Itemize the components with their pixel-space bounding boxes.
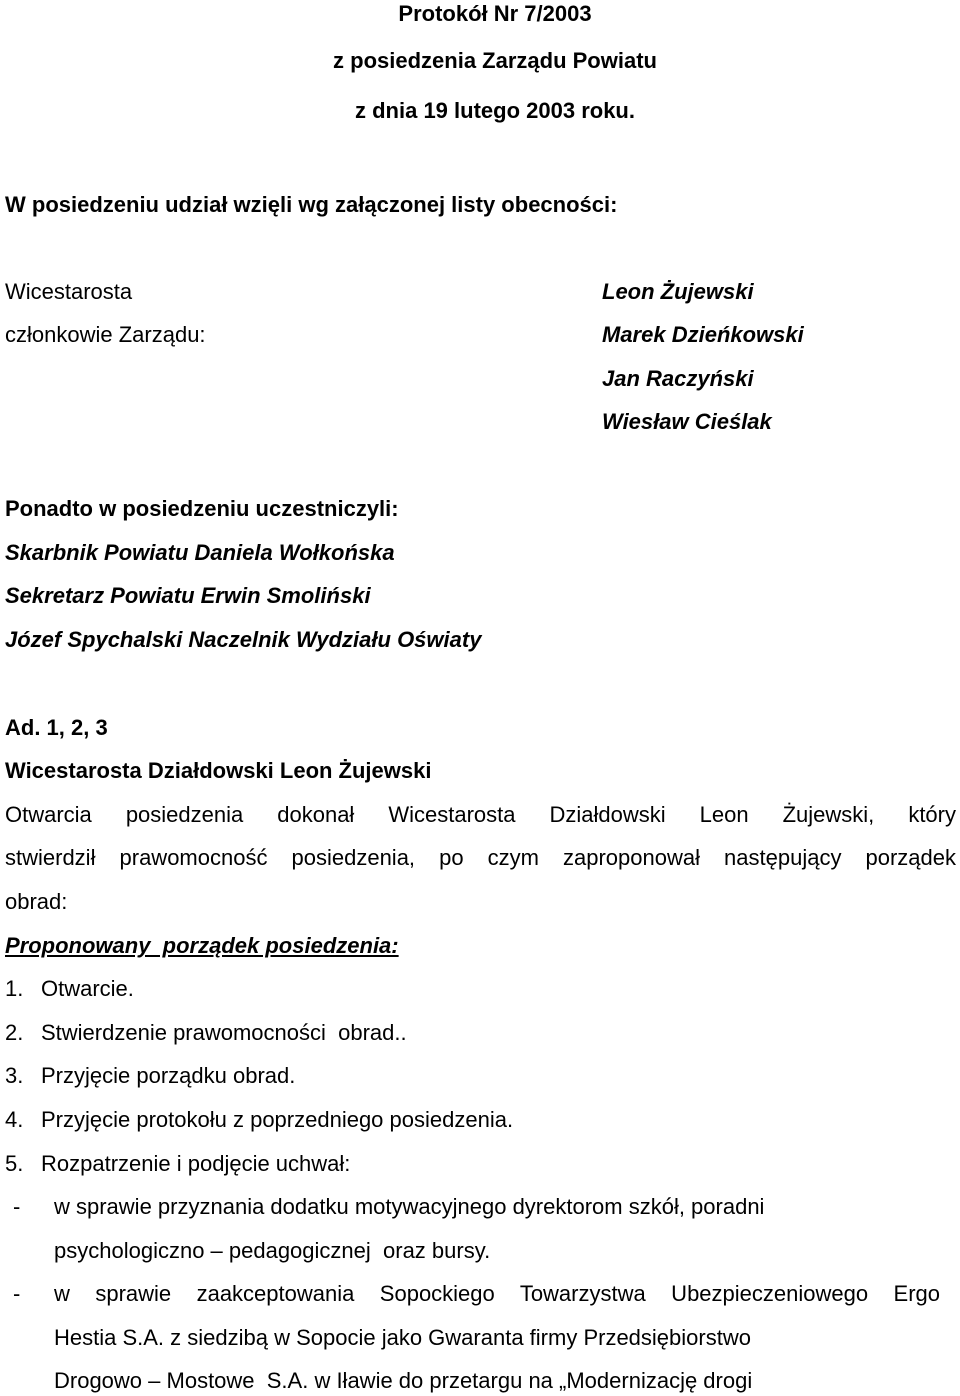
paragraph-line: stwierdził prawomocność posiedzenia, po czym zaproponował następujący porządek — [5, 845, 956, 870]
agenda-number: 1. — [5, 976, 24, 1001]
agenda-number: 3. — [5, 1063, 24, 1088]
agenda-number: 2. — [5, 1020, 24, 1045]
protocol-subtitle: z posiedzenia Zarządu Powiatu — [333, 48, 657, 73]
agenda-item: Otwarcie. — [41, 976, 134, 1001]
bullet-line: Hestia S.A. z siedzibą w Sopocie jako Gwaranta firmy Przedsiębiorstwo — [54, 1325, 751, 1350]
attendance-intro: W posiedzeniu udział wzięli wg załączonej listy obecności: — [5, 192, 618, 217]
other-participant: Józef Spychalski Naczelnik Wydziału Oświaty — [5, 627, 482, 652]
agenda-item: Stwierdzenie prawomocności obrad.. — [41, 1020, 407, 1045]
paragraph-line: Otwarcia posiedzenia dokonał Wicestarosta Działdowski Leon Żujewski, który — [5, 802, 956, 827]
agenda-number: 5. — [5, 1151, 24, 1176]
agenda-item: Rozpatrzenie i podjęcie uchwał: — [41, 1151, 351, 1176]
section-speaker: Wicestarosta Działdowski Leon Żujewski — [5, 758, 432, 783]
attendee-name: Jan Raczyński — [602, 366, 754, 391]
attendee-name: Marek Dzieńkowski — [602, 322, 804, 347]
section-heading: Ad. 1, 2, 3 — [5, 715, 108, 740]
bullet-dash: - — [13, 1281, 21, 1306]
bullet-line: Drogowo – Mostowe S.A. w Iławie do przetargu na „Modernizację drogi — [54, 1368, 753, 1393]
others-intro: Ponadto w posiedzeniu uczestniczyli: — [5, 496, 399, 521]
other-participant: Sekretarz Powiatu Erwin Smoliński — [5, 583, 371, 608]
role-vice-starost: Wicestarosta — [5, 279, 133, 304]
agenda-number: 4. — [5, 1107, 24, 1132]
other-participant: Skarbnik Powiatu Daniela Wołkońska — [5, 540, 395, 565]
bullet-line: psychologiczno – pedagogicznej oraz bursy. — [54, 1238, 491, 1263]
bullet-dash: - — [13, 1194, 21, 1219]
protocol-title: Protokół Nr 7/2003 — [398, 1, 592, 26]
agenda-item: Przyjęcie protokołu z poprzedniego posiedzenia. — [41, 1107, 514, 1132]
attendee-name: Leon Żujewski — [602, 279, 754, 304]
bullet-line: w sprawie zaakceptowania Sopockiego Towarzystwa Ubezpieczeniowego Ergo — [54, 1281, 940, 1306]
attendee-name: Wiesław Cieślak — [602, 409, 772, 434]
agenda-item: Przyjęcie porządku obrad. — [41, 1063, 296, 1088]
role-board-members: członkowie Zarządu: — [5, 322, 206, 347]
protocol-date: z dnia 19 lutego 2003 roku. — [355, 98, 635, 123]
bullet-line: w sprawie przyznania dodatku motywacyjnego dyrektorom szkół, poradni — [54, 1194, 765, 1219]
paragraph-line: obrad: — [5, 889, 68, 914]
agenda-title: Proponowany porządek posiedzenia: — [5, 933, 399, 958]
